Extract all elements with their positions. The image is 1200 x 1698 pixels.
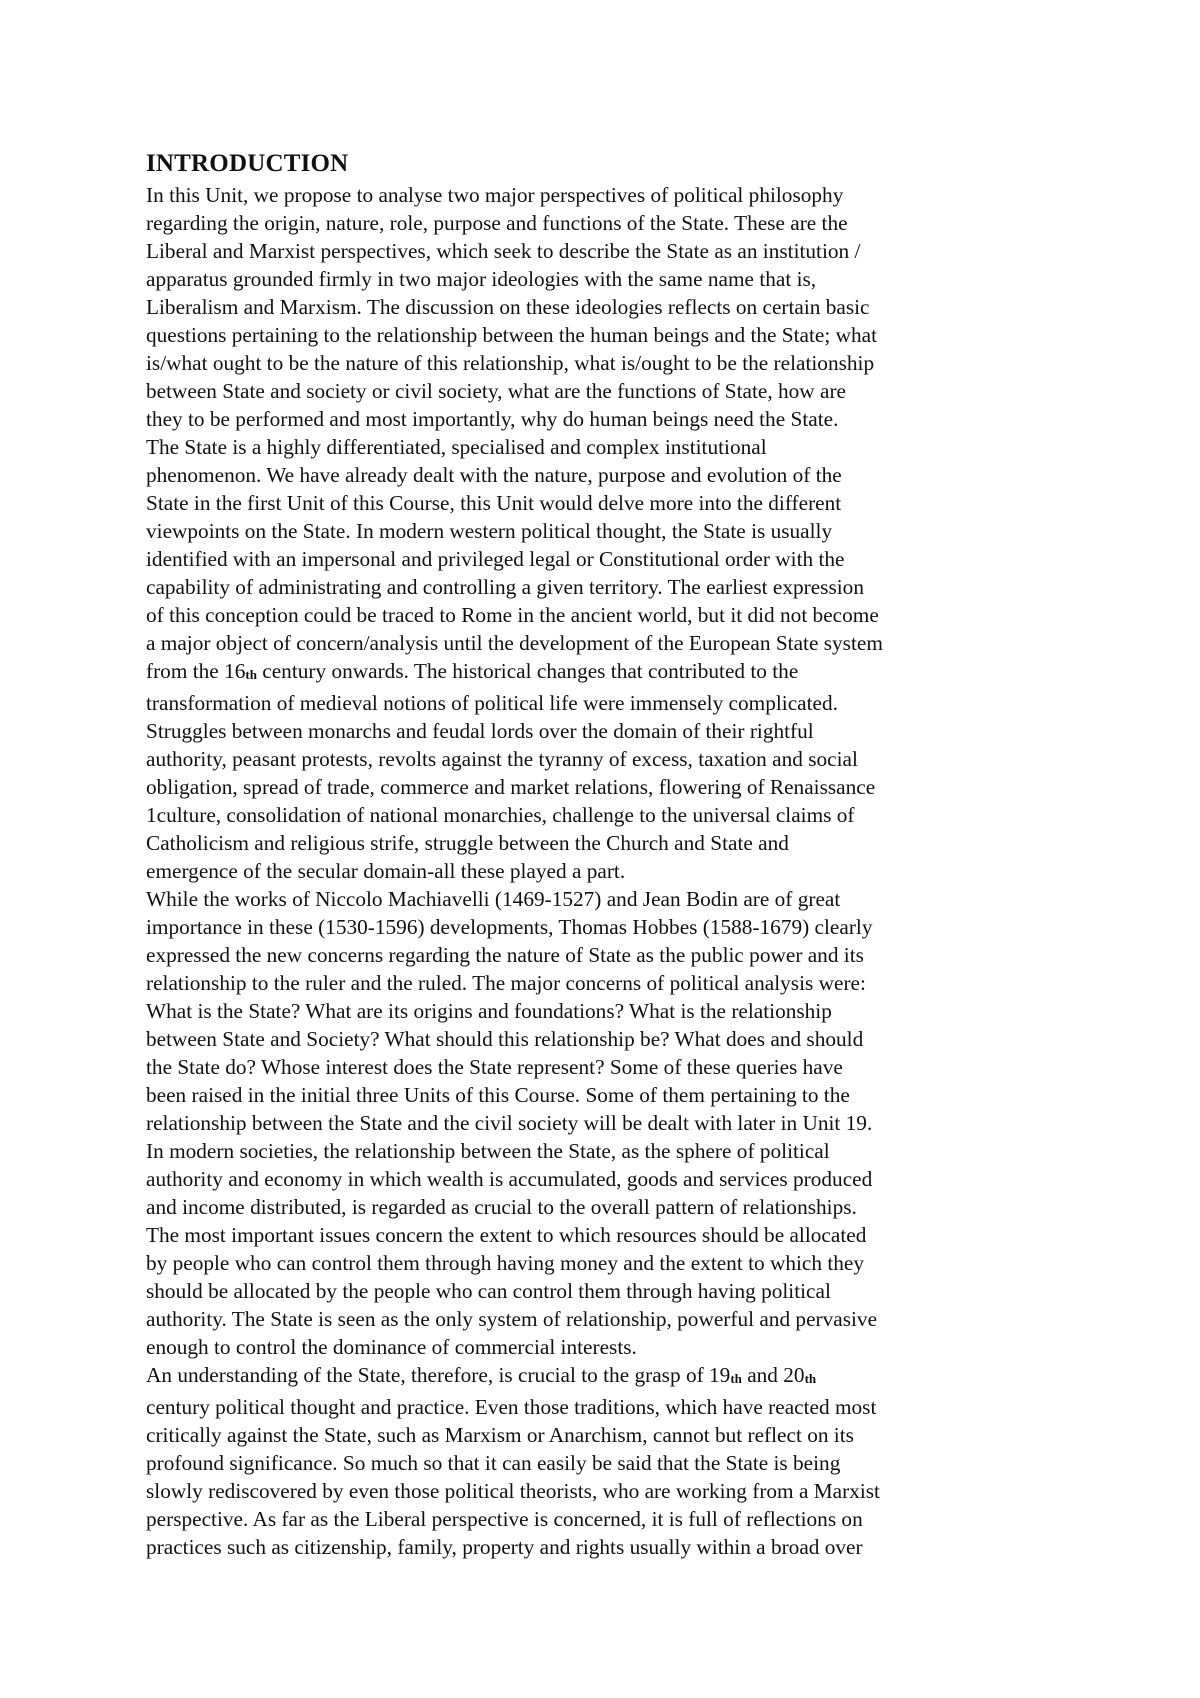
text-line: Struggles between monarchs and feudal lords over the domain of their rightful (146, 719, 814, 743)
text-line: relationship between the State and the civil society will be dealt with later in Unit 19. (146, 1111, 873, 1135)
text-line: by people who can control them through having money and the extent to which they (146, 1251, 865, 1275)
text-line: critically against the State, such as Marxism or Anarchism, cannot but reflect on its (146, 1423, 854, 1447)
text-line: Liberalism and Marxism. The discussion on these ideologies reflects on certain basic (146, 295, 870, 319)
text-line: identified with an impersonal and privileged legal or Constitutional order with the (146, 547, 845, 571)
text-line: transformation of medieval notions of political life were immensely complicated. (146, 691, 838, 715)
text-line: State in the first Unit of this Course, this Unit would delve more into the different (146, 491, 842, 515)
text-line: between State and Society? What should this relationship be? What does and should (146, 1027, 864, 1051)
text-line: In modern societies, the relationship between the State, as the sphere of political (146, 1139, 830, 1163)
text-line: Catholicism and religious strife, struggle between the Church and State and (146, 831, 789, 855)
text-line: emergence of the secular domain-all these played a part. (146, 859, 626, 883)
text-line: relationship to the ruler and the ruled. The major concerns of political analysis were: (146, 971, 866, 995)
text-line: should be allocated by the people who can control them through having political (146, 1279, 831, 1303)
text-line: century political thought and practice. Even those traditions, which have reacted most (146, 1395, 877, 1419)
text-line: regarding the origin, nature, role, purpose and functions of the State. These are the (146, 211, 848, 235)
text-line: apparatus grounded firmly in two major ideologies with the same name that is, (146, 267, 817, 291)
text-line: they to be performed and most importantly, why do human beings need the State. (146, 407, 839, 431)
text-fragment: and 20 (741, 1363, 805, 1387)
text-line: What is the State? What are its origins and foundations? What is the relationship (146, 999, 832, 1023)
text-line: While the works of Niccolo Machiavelli (1469-1527) and Jean Bodin are of great (146, 887, 841, 911)
ordinal-suffix: th (730, 1371, 742, 1386)
text-line: authority. The State is seen as the only system of relationship, powerful and pervasive (146, 1307, 878, 1331)
text-line: practices such as citizenship, family, property and rights usually within a broad over (146, 1535, 863, 1559)
text-line: profound significance. So much so that it can easily be said that the State is being (146, 1451, 841, 1475)
text-line: phenomenon. We have already dealt with the nature, purpose and evolution of the (146, 463, 842, 487)
text-fragment: century onwards. The historical changes that contributed to the (256, 659, 799, 683)
text-line: questions pertaining to the relationship between the human beings and the State; what (146, 323, 878, 347)
text-line: 1culture, consolidation of national monarchies, challenge to the universal claims of (146, 803, 855, 827)
text-fragment: An understanding of the State, therefore, is crucial to the grasp of 19 (146, 1363, 731, 1387)
text-line: viewpoints on the State. In modern western political thought, the State is usually (146, 519, 833, 543)
text-line: the State do? Whose interest does the State represent? Some of these queries have (146, 1055, 843, 1079)
text-line: Liberal and Marxist perspectives, which seek to describe the State as an institution / (146, 239, 861, 263)
ordinal-suffix: th (804, 1371, 817, 1386)
ordinal-suffix: th (245, 667, 257, 682)
document-body (146, 147, 1046, 1561)
text-line: a major object of concern/analysis until the development of the European State system (146, 631, 883, 655)
section-heading: INTRODUCTION (146, 150, 349, 177)
text-line: slowly rediscovered by even those political theorists, who are working from a Marxist (146, 1479, 880, 1503)
text-line-16th (146, 657, 1046, 689)
text-line: authority, peasant protests, revolts against the tyranny of excess, taxation and social (146, 747, 858, 771)
text-line: importance in these (1530-1596) developments, Thomas Hobbes (1588-1679) clearly (146, 915, 873, 939)
text-line: enough to control the dominance of commercial interests. (146, 1335, 637, 1359)
text-line: obligation, spread of trade, commerce and market relations, flowering of Renaissance (146, 775, 876, 799)
text-line: authority and economy in which wealth is accumulated, goods and services produced (146, 1167, 873, 1191)
text-line: In this Unit, we propose to analyse two major perspectives of political philosophy (146, 183, 844, 207)
text-line: and income distributed, is regarded as crucial to the overall pattern of relationships. (146, 1195, 857, 1219)
text-line: between State and society or civil society, what are the functions of State, how are (146, 379, 846, 403)
text-line: of this conception could be traced to Rome in the ancient world, but it did not become (146, 603, 879, 627)
text-line: capability of administrating and controlling a given territory. The earliest expression (146, 575, 864, 599)
text-line-19th-20th (146, 1361, 1046, 1393)
text-line: is/what ought to be the nature of this relationship, what is/ought to be the relationship (146, 351, 875, 375)
text-line: expressed the new concerns regarding the nature of State as the public power and its (146, 943, 864, 967)
text-line: The most important issues concern the extent to which resources should be allocated (146, 1223, 867, 1247)
text-fragment: from the 16 (146, 659, 246, 683)
text-line: perspective. As far as the Liberal perspective is concerned, it is full of reflections on (146, 1507, 863, 1531)
text-line: been raised in the initial three Units of this Course. Some of them pertaining to the (146, 1083, 850, 1107)
text-line: The State is a highly differentiated, specialised and complex institutional (146, 435, 767, 459)
